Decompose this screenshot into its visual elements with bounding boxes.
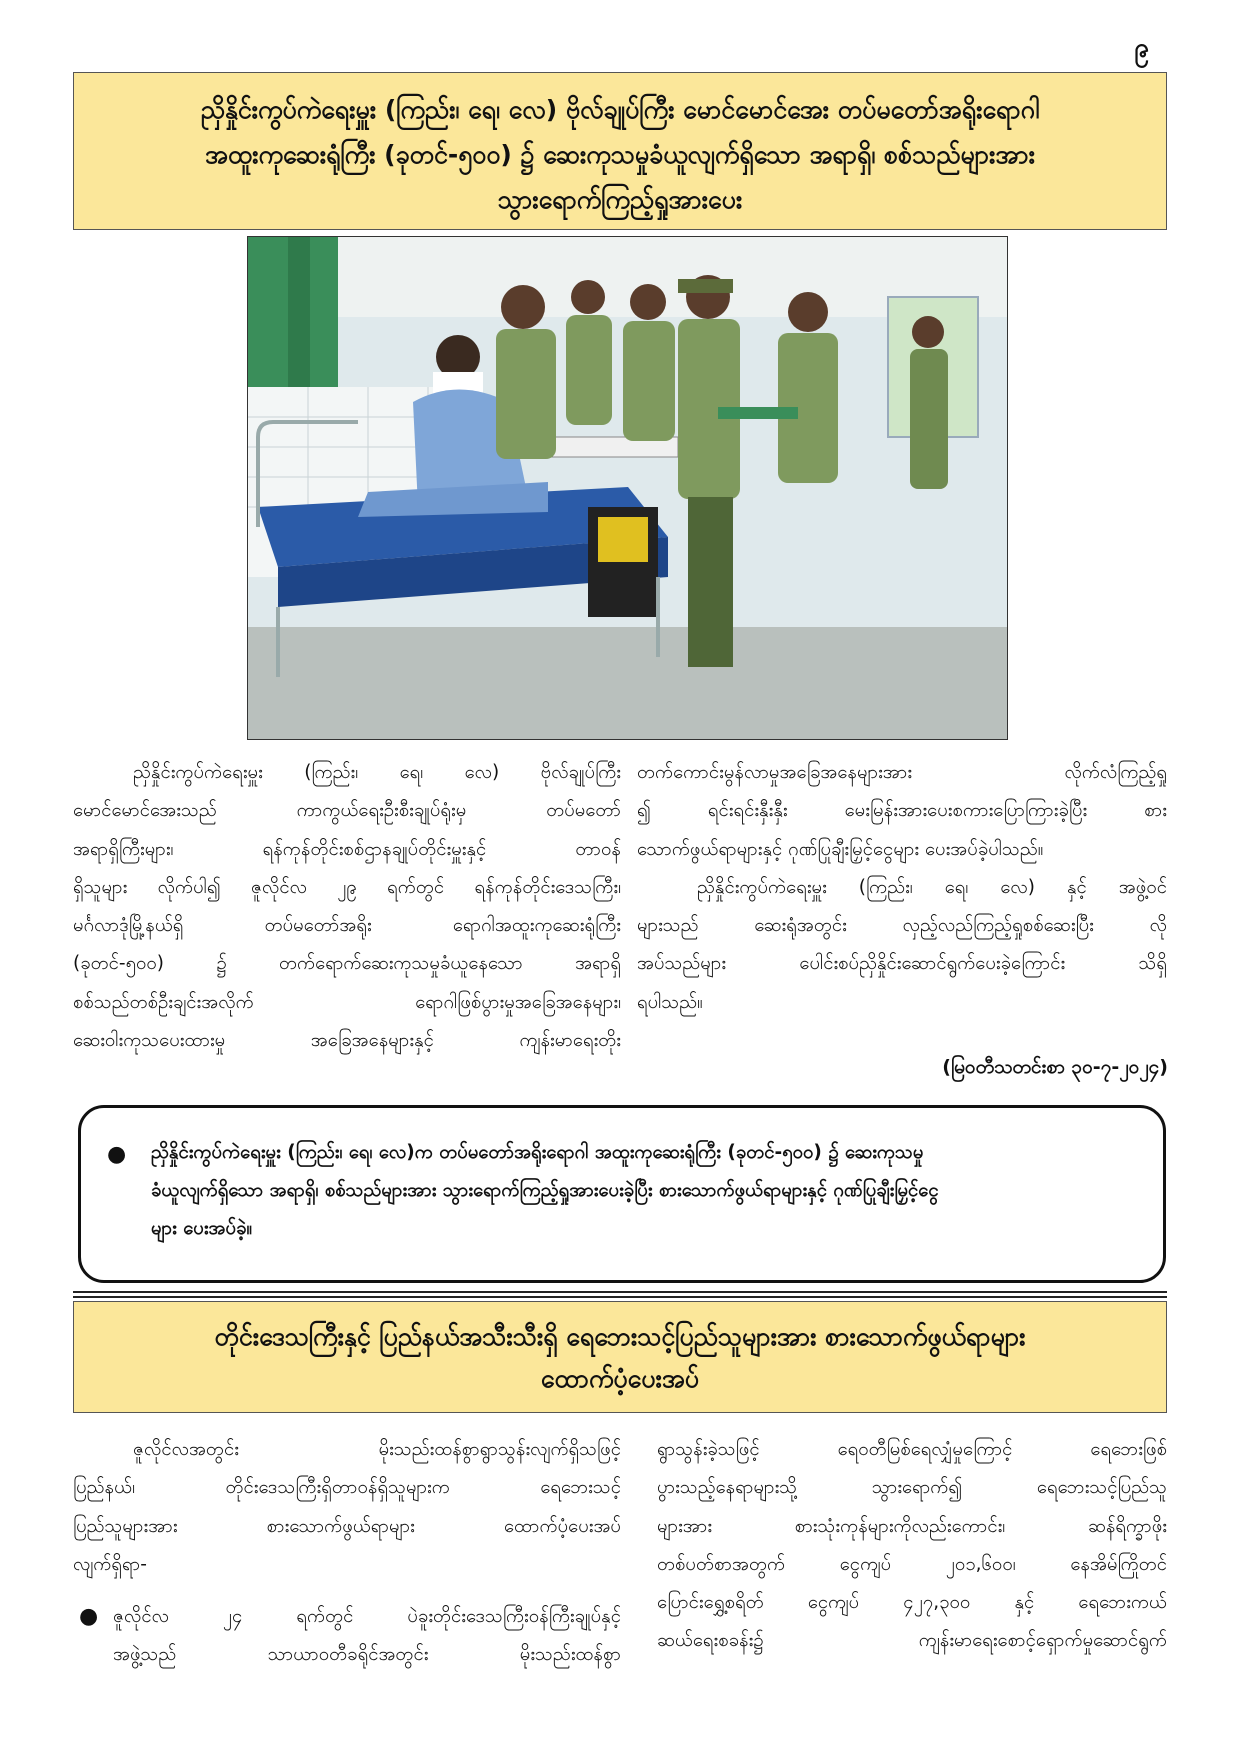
list-item (73, 1598, 621, 1675)
article1-right-column (637, 754, 1167, 1022)
body-line: ပြည်နယ်၊ တိုင်းဒေသကြီးရှိတာဝန်ရှိသူများက ရေဘေးသင့် (73, 1477, 621, 1499)
article2-headline (73, 1301, 1167, 1413)
body-line: ဆယ်ရေးစခန်း၌ ကျန်းမာရေးစောင့်ရှောက်မှုဆောင်ရွက် (657, 1630, 1167, 1652)
headline-line: ထောက်ပံ့ပေးအပ် (540, 1364, 700, 1393)
body-line: ဇူလိုင်လအတွင်း မိုးသည်းထန်စွာရွာသွန်းလျက်ရှိသဖြင့် (133, 1439, 621, 1460)
article1-left-column (73, 754, 621, 1060)
body-line: ရှိသူများ လိုက်ပါ၍ ဇူလိုင်လ ၂၉ ရက်တွင် ရန်ကုန်တိုင်းဒေသကြီး၊ (73, 876, 621, 898)
body-line: အရာရှိကြီးများ၊ ရန်ကုန်တိုင်းစစ်ဌာနချုပ်တိုင်းမှူးနှင့် တာဝန် (73, 838, 621, 860)
article2-right-column (657, 1431, 1167, 1661)
section-divider (73, 1291, 1167, 1293)
body-line: ရွာသွန်းခဲ့သဖြင့် ရေဝတီမြစ်ရေလျှံမှုကြောင့် ရေဘေးဖြစ် (657, 1439, 1167, 1460)
body-line: ရပါသည်။ (637, 991, 703, 1013)
bullet-icon: ● (79, 1604, 99, 1630)
page-number: ၉ (1134, 33, 1149, 63)
article1-headline (73, 72, 1167, 230)
body-line: ပြောင်းရွှေ့စရိတ် ငွေကျပ် ၄၂၇,၃၀၀ နှင့် ရေဘေးကယ် (657, 1592, 1167, 1614)
news-photo (247, 236, 1008, 740)
body-line: ဆေးဝါးကုသပေးထားမှု အခြေအနေများနှင့် ကျန်းမာရေးတိုး (73, 1030, 621, 1052)
summary-line: ညှိနှိုင်းကွပ်ကဲရေးမှူး (ကြည်း၊ ရေ၊ လေ)က တပ်မတော်အရိုးရောဂါ အထူးကုဆေးရုံကြီး (ခုတင်-၅၀၀) ၌ ဆေးကုသမှု (151, 1142, 924, 1163)
headline-line: သွားရောက်ကြည့်ရှုအားပေး (497, 185, 743, 214)
article2-left-column (73, 1431, 621, 1675)
body-line: ညှိနှိုင်းကွပ်ကဲရေးမှူး (ကြည်း၊ ရေ၊ လေ) နှင့် အဖွဲ့ဝင် (697, 876, 1167, 898)
source-citation: (မြဝတီသတင်းစာ ၃၀-၇-၂၀၂၄) (942, 1056, 1168, 1078)
body-line: များသည် ဆေးရုံအတွင်း လှည့်လည်ကြည့်ရှုစစ်ဆေးပြီး လို (637, 915, 1167, 937)
summary-line: များ ပေးအပ်ခဲ့။ (151, 1218, 253, 1239)
body-line: ညှိနှိုင်းကွပ်ကဲရေးမှူး (ကြည်း၊ ရေ၊ လေ) ဗိုလ်ချုပ်ကြီး (133, 762, 621, 783)
body-line: အဖွဲ့သည် သာယာဝတီခရိုင်အတွင်း မိုးသည်းထန်စွာ (113, 1644, 621, 1666)
body-line: လျက်ရှိရာ- (73, 1553, 147, 1575)
summary-box (78, 1105, 1166, 1283)
summary-line: ခံယူလျက်ရှိသော အရာရှိ၊ စစ်သည်များအား သွားရောက်ကြည့်ရှုအားပေးခဲ့ပြီး စားသောက်ဖွယ်ရာများနှင့် ဂုဏ်ပြုချီးမြှင့်ငွေ (151, 1180, 939, 1201)
body-line: ၍ ရင်းရင်းနှီးနှီး မေးမြန်းအားပေးစကားပြောကြားခဲ့ပြီး စား (637, 800, 1167, 822)
headline-line: အထူးကုဆေးရုံကြီး (ခုတင်-၅၀၀) ၌ ဆေးကုသမှုခံယူလျက်ရှိသော အရာရှိ၊ စစ်သည်များအား (205, 140, 1035, 169)
body-line: စစ်သည်တစ်ဦးချင်းအလိုက် ရောဂါဖြစ်ပွားမှုအခြေအနေများ၊ (73, 991, 621, 1013)
body-line: ဇူလိုင်လ ၂၄ ရက်တွင် ပဲခူးတိုင်းဒေသကြီးဝန်ကြီးချုပ်နှင့် (113, 1606, 621, 1628)
body-line: မင်္ဂလာဒုံမြို့နယ်ရှိ တပ်မတော်အရိုး ရောဂါအထူးကုဆေးရုံကြီး (73, 915, 621, 937)
body-line: အပ်သည်များ ပေါင်းစပ်ညှိနှိုင်းဆောင်ရွက်ပေးခဲ့ကြောင်း သိရှိ (637, 953, 1167, 975)
body-line: ပြည်သူများအား စားသောက်ဖွယ်ရာများ ထောက်ပံ့ပေးအပ် (73, 1515, 621, 1537)
hospital-visit-photo (248, 237, 1007, 739)
body-line: သောက်ဖွယ်ရာများနှင့် ဂုဏ်ပြုချီးမြှင့်ငွေများ ပေးအပ်ခဲ့ပါသည်။ (637, 838, 1044, 860)
headline-line: ညှိနှိုင်းကွပ်ကဲရေးမှူး (ကြည်း၊ ရေ၊ လေ) ဗိုလ်ချုပ်ကြီး မောင်မောင်အေး တပ်မတော်အရိုးရောဂါ (200, 95, 1040, 124)
bullet-icon: ● (107, 1142, 127, 1167)
body-line: ပွားသည့်နေရာများသို့ သွားရောက်၍ ရေဘေးသင့်ပြည်သူ (657, 1477, 1167, 1499)
body-line: (ခုတင်-၅၀၀) ၌ တက်ရောက်ဆေးကုသမှုခံယူနေသော အရာရှိ (73, 953, 621, 975)
body-line: တစ်ပတ်စာအတွက် ငွေကျပ် ၂၀၁,၆၀၀၊ နေအိမ်ကြိုတင် (657, 1553, 1167, 1575)
body-line: မောင်မောင်အေးသည် ကာကွယ်ရေးဦးစီးချုပ်ရုံးမှ တပ်မတော် (73, 800, 621, 822)
body-line: တက်ကောင်းမွန်လာမှုအခြေအနေများအား လိုက်လံကြည့်ရှု (637, 762, 1167, 783)
body-line: များအား စားသုံးကုန်များကိုလည်းကောင်း၊ ဆန်ရိက္ခာဖိုး (657, 1515, 1167, 1537)
section-divider (73, 1296, 1167, 1298)
headline-line: တိုင်းဒေသကြီးနှင့် ပြည်နယ်အသီးသီးရှိ ရေဘေးသင့်ပြည်သူများအား စားသောက်ဖွယ်ရာများ (214, 1322, 1026, 1351)
